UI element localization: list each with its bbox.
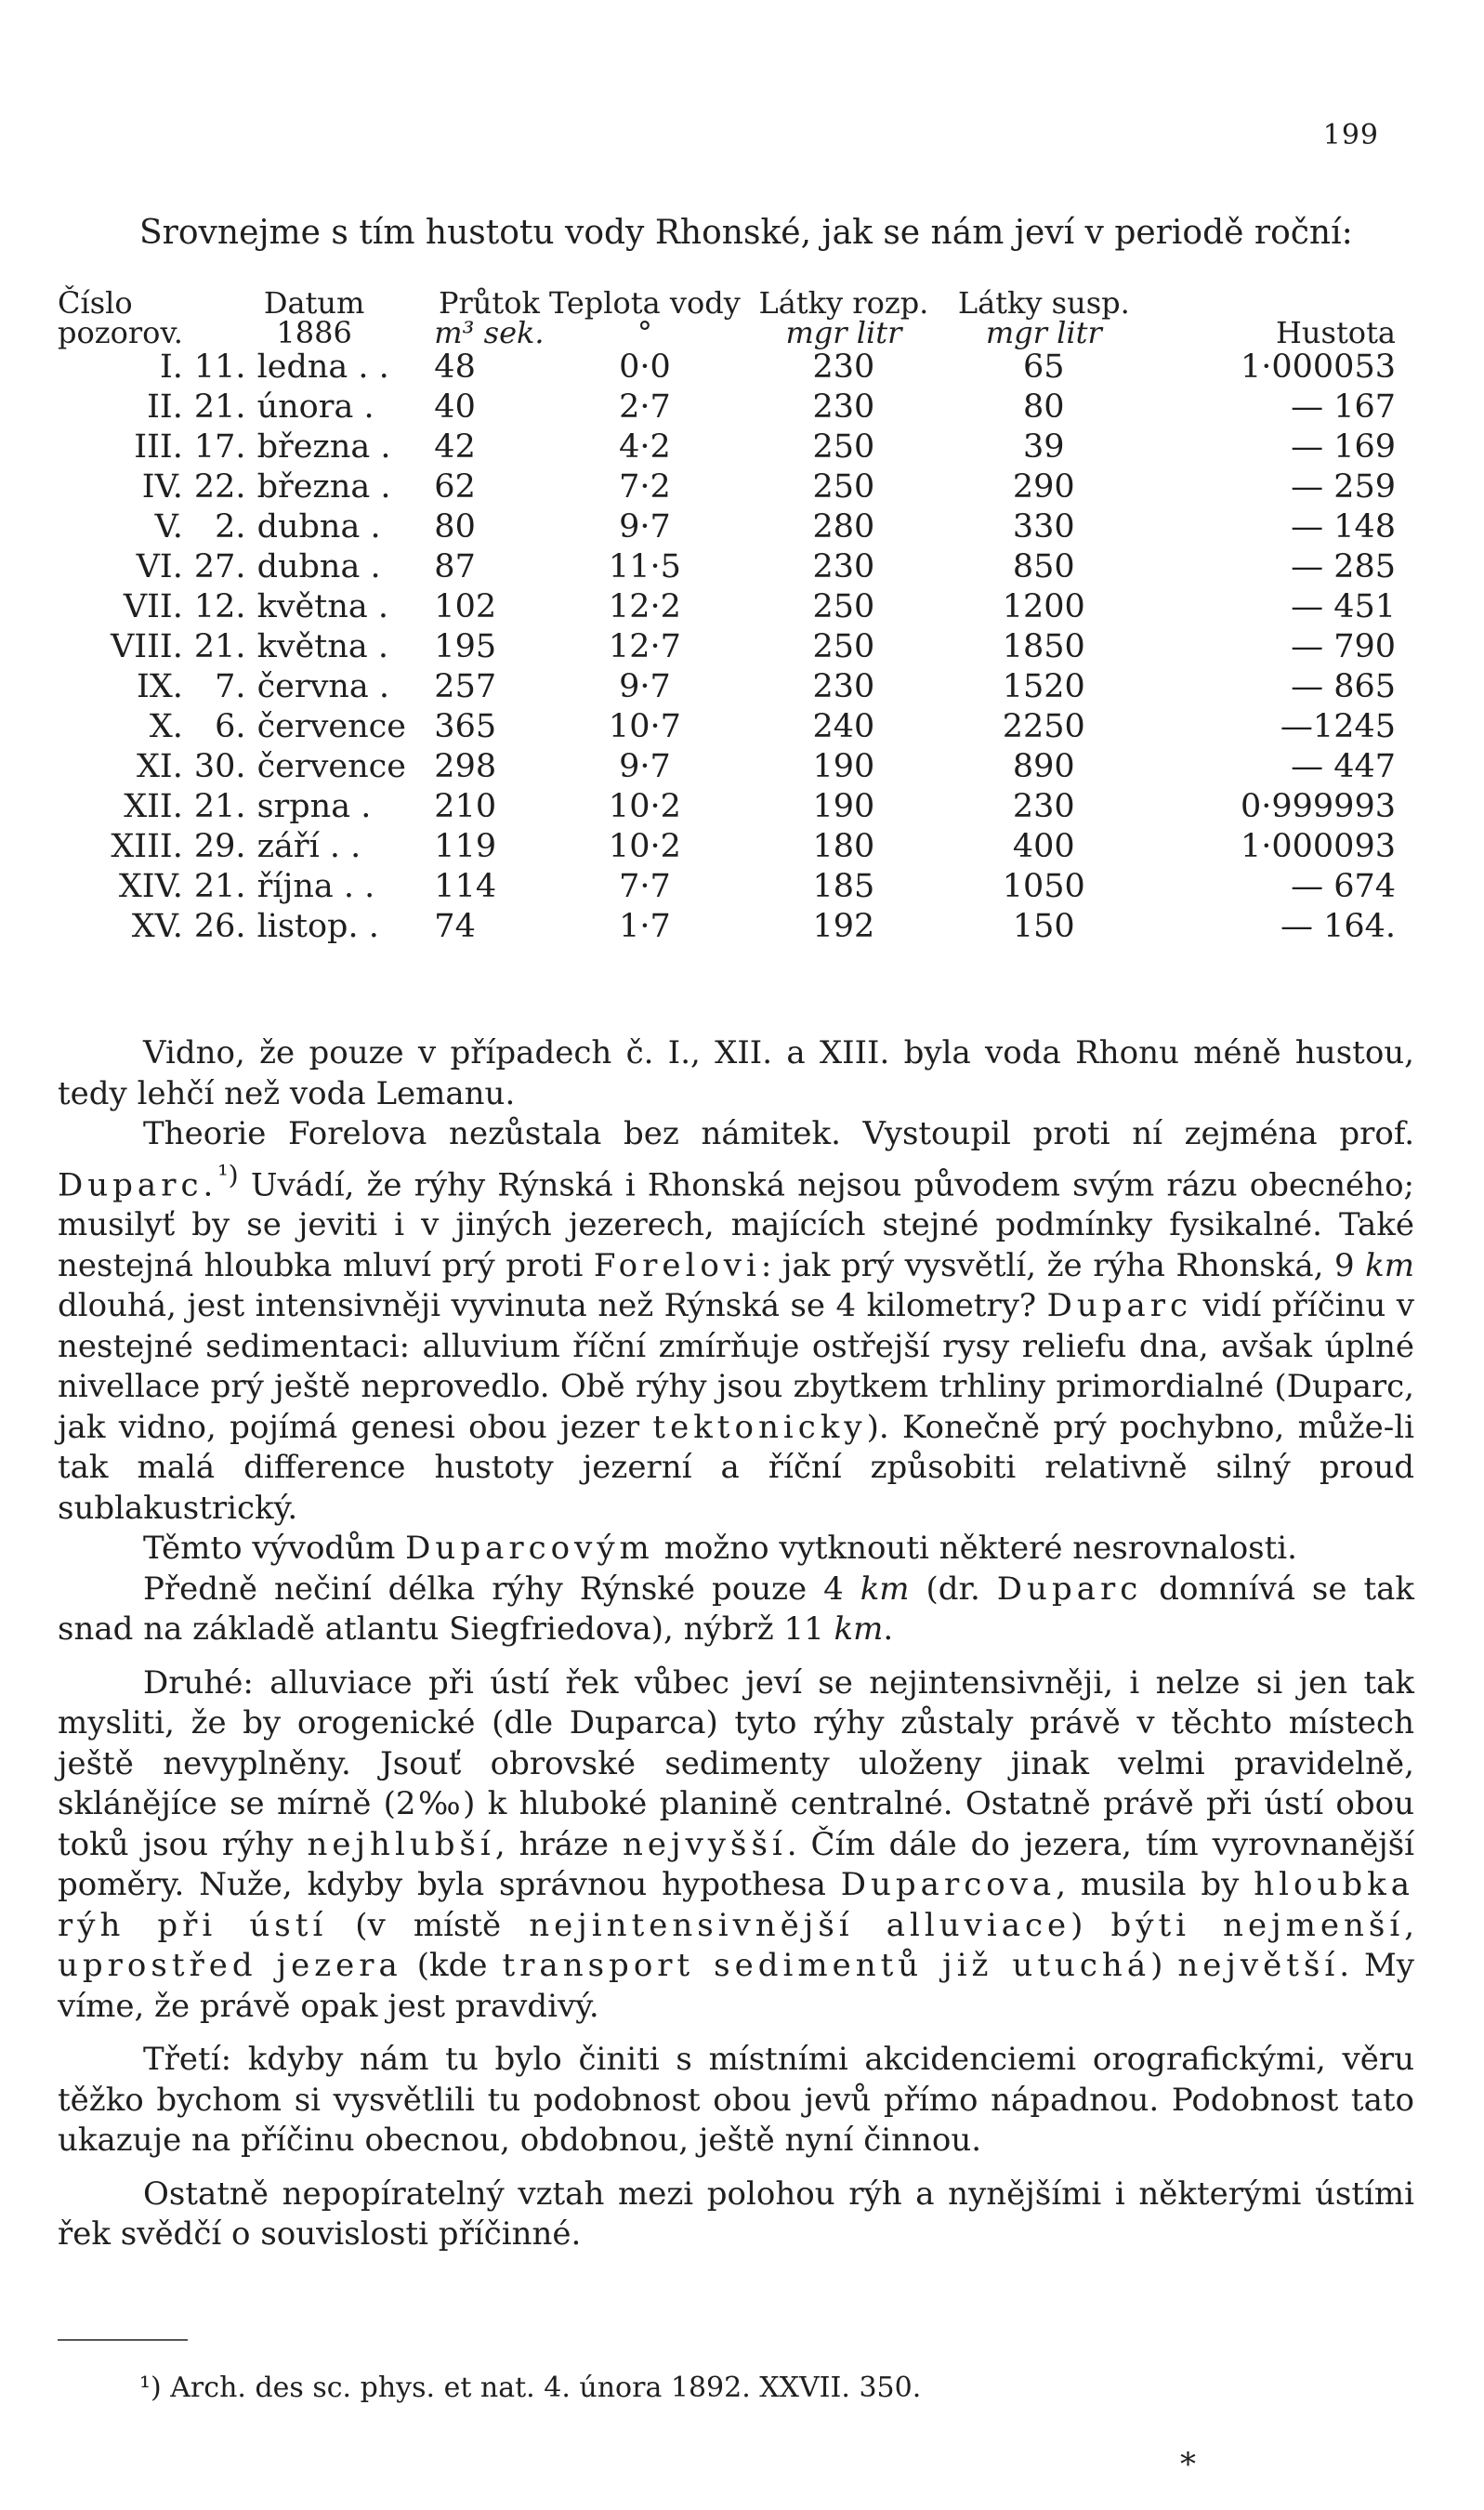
cell-temperature: 9·7 bbox=[619, 748, 671, 785]
cell-temperature: 10·2 bbox=[608, 828, 681, 865]
cell-discharge: 119 bbox=[434, 828, 497, 865]
table-header-row-top bbox=[58, 288, 1396, 318]
table-row bbox=[58, 467, 1396, 507]
cell-suspended: 850 bbox=[1012, 548, 1075, 585]
footnote: ¹) Arch. des sc. phys. et nat. 4. února 1892. XXVII. 350. bbox=[139, 2372, 922, 2404]
cell-density: 0·999993 bbox=[1240, 788, 1396, 825]
cell-density: — 790 bbox=[1291, 628, 1396, 665]
cell-density: — 167 bbox=[1291, 388, 1396, 426]
cell-dissolved: 250 bbox=[812, 468, 875, 506]
footnote-rule bbox=[58, 2339, 188, 2341]
cell-density: — 285 bbox=[1291, 548, 1396, 585]
cell-suspended: 1850 bbox=[1002, 628, 1085, 665]
paragraph-3: Těmto vývodům Duparcovým možno vytknouti některé nesrovnalosti. bbox=[143, 1530, 1297, 1568]
cell-density: — 164. bbox=[1280, 908, 1396, 945]
cell-density: — 259 bbox=[1291, 468, 1396, 506]
cell-row-number: III. bbox=[134, 428, 183, 466]
cell-discharge: 114 bbox=[434, 868, 497, 905]
table-body bbox=[58, 348, 1396, 947]
cell-suspended: 150 bbox=[1012, 908, 1075, 945]
cell-day: 17. bbox=[193, 428, 246, 466]
signature-mark: * bbox=[1180, 2446, 1196, 2483]
cell-discharge: 62 bbox=[434, 468, 476, 506]
cell-month: dubna . bbox=[256, 508, 381, 545]
table-header-row-bottom bbox=[58, 318, 1396, 348]
intro-sentence: Srovnejme s tím hustotu vody Rhonské, jak se nám jeví v periodě roční: bbox=[139, 214, 1353, 252]
header-degree: ° bbox=[637, 315, 652, 350]
paragraph-6: Třetí: kdyby nám tu bylo činiti s místními akcidenciemi orografickými, věru těžko bychom si vysvětlili tu podobnost obou jevů přímo nápadnou. Podobnost tato ukazuje na příčinu obecnou, obdobnou, ještě nyní činnou. bbox=[58, 2041, 1414, 2160]
header-1886: 1886 bbox=[276, 315, 352, 350]
cell-temperature: 11·5 bbox=[608, 548, 681, 585]
paragraph-5: Druhé: alluviace při ústí řek vůbec jeví se nejintensivněji, i nelze si jen tak mysliti, že by orogenické (dle Duparca) tyto rýhy zůstaly právě v těchto místech ještě nevyplněny. Jsouť obrovské sedimenty uloženy jinak velmi pravidelně, sklánějíce se mírně (2‰) k hluboké planině centralné. Ostatně právě při ústí obou toků jsou rýhy nejhlubší, hráze nejvyšší. Čím dále do jezera, tím vyrovnanější poměry. Nuže, kdyby byla správnou hypothesa Duparcova, musila by hloubka rýh při ústí (v místě nejintensivnější alluviace) býti nejmenší, uprostřed jezera (kde transport sedimentů již utuchá) největší. My víme, že právě opak jest pravdivý. bbox=[58, 1663, 1415, 2025]
cell-discharge: 102 bbox=[434, 588, 497, 625]
cell-temperature: 7·7 bbox=[619, 868, 671, 905]
cell-discharge: 48 bbox=[434, 348, 476, 386]
cell-density: — 169 bbox=[1291, 428, 1396, 466]
cell-dissolved: 190 bbox=[812, 788, 875, 825]
cell-day: 7. bbox=[215, 668, 246, 705]
cell-day: 27. bbox=[193, 548, 246, 585]
cell-day: 29. bbox=[193, 828, 246, 865]
cell-dissolved: 250 bbox=[812, 428, 875, 466]
name-forelovi: Forelovi bbox=[593, 1246, 761, 1284]
table-row bbox=[58, 507, 1396, 547]
table-row bbox=[58, 827, 1396, 867]
page-number: 199 bbox=[1322, 119, 1379, 151]
cell-row-number: IV. bbox=[141, 468, 183, 506]
cell-month: března . bbox=[256, 428, 391, 466]
table-row bbox=[58, 907, 1396, 947]
cell-temperature: 12·7 bbox=[608, 628, 681, 665]
cell-month: března . bbox=[256, 468, 391, 506]
cell-suspended: 39 bbox=[1023, 428, 1065, 466]
cell-discharge: 40 bbox=[434, 388, 476, 426]
cell-dissolved: 280 bbox=[812, 508, 875, 545]
cell-month: října . . bbox=[256, 868, 375, 905]
cell-month: května . bbox=[256, 588, 388, 625]
cell-suspended: 80 bbox=[1023, 388, 1065, 426]
cell-day: 21. bbox=[193, 788, 246, 825]
cell-density: — 865 bbox=[1291, 668, 1396, 705]
cell-dissolved: 180 bbox=[812, 828, 875, 865]
cell-day: 30. bbox=[193, 748, 246, 785]
cell-suspended: 890 bbox=[1012, 748, 1075, 785]
cell-row-number: X. bbox=[149, 708, 183, 745]
cell-row-number: VIII. bbox=[111, 628, 183, 665]
cell-density: — 674 bbox=[1291, 868, 1396, 905]
cell-discharge: 210 bbox=[434, 788, 497, 825]
name-duparc: Duparc. bbox=[58, 1165, 218, 1203]
header-datum: Datum bbox=[263, 285, 365, 321]
header-cislo: Číslo bbox=[58, 285, 133, 321]
paragraph-7: Ostatně nepopíratelný vztah mezi polohou rýh a nynějšími i některými ústími řek svědčí o souvislosti příčinné. bbox=[58, 2175, 1414, 2254]
table-row bbox=[58, 867, 1396, 907]
cell-suspended: 290 bbox=[1012, 468, 1075, 506]
cell-month: července bbox=[256, 748, 406, 785]
header-hustota: Hustota bbox=[1276, 315, 1396, 350]
table-row bbox=[58, 787, 1396, 827]
table-row bbox=[58, 587, 1396, 627]
cell-temperature: 2·7 bbox=[619, 388, 671, 426]
cell-temperature: 4·2 bbox=[619, 428, 671, 466]
cell-dissolved: 230 bbox=[812, 348, 875, 386]
cell-row-number: II. bbox=[147, 388, 183, 426]
density-table bbox=[58, 285, 1396, 947]
cell-dissolved: 190 bbox=[812, 748, 875, 785]
paragraph-2: Theorie Forelova nezůstala bez námitek. Vystoupil proti ní zejména prof. Duparc.$^{^1)}$ Uvádí, že rýhy Rýnská i Rhonská nejsou původem svým rázu obecného; musilyť by se jeviti i v jiných jezerech, majících stejné podmínky fysikalné. Také nestejná hloubka mluví prý proti Forelovi: jak prý vysvětlí, že rýha Rhonská, 9 km dlouhá, jest intensivněji vyvinuta než Rýnská se 4 kilometry? Duparc vidí příčinu v nestejné sedimentaci: alluvium říční zmírňuje ostřejší rysy reliefu dna, avšak úplné nivellace prý ještě neprovedlo. Obě rýhy jsou zbytkem trhliny primordialné (Duparc, jak vidno, pojímá genesi obou jezer tektonicky). Konečně prý pochybno, může-li tak malá difference hustoty jezerní a říční způsobiti relativně silný proud sublakustrický. bbox=[58, 1115, 1414, 1527]
cell-row-number: XIII. bbox=[111, 828, 183, 865]
cell-temperature: 10·2 bbox=[608, 788, 681, 825]
cell-day: 11. bbox=[193, 348, 246, 386]
paragraph-4: Předně nečiní délka rýhy Rýnské pouze 4 km (dr. Duparc domnívá se tak snad na základě atlantu Siegfriedova), nýbrž 11 km. bbox=[58, 1570, 1414, 1649]
cell-row-number: VII. bbox=[123, 588, 183, 625]
header-prutok: Průtok bbox=[438, 285, 540, 321]
cell-day: 21. bbox=[193, 388, 246, 426]
cell-day: 21. bbox=[193, 628, 246, 665]
cell-suspended: 2250 bbox=[1002, 708, 1085, 745]
header-pozorov: pozorov. bbox=[58, 315, 183, 350]
cell-temperature: 10·7 bbox=[608, 708, 681, 745]
header-mgr-litr-2: mgr litr bbox=[985, 315, 1102, 350]
table-row bbox=[58, 747, 1396, 787]
cell-temperature: 0·0 bbox=[619, 348, 671, 386]
cell-dissolved: 185 bbox=[812, 868, 875, 905]
cell-day: 21. bbox=[193, 868, 246, 905]
cell-month: května . bbox=[256, 628, 388, 665]
cell-temperature: 1·7 bbox=[619, 908, 671, 945]
cell-day: 2. bbox=[215, 508, 246, 545]
cell-month: června . bbox=[256, 668, 390, 705]
header-teplota: Teplota vody bbox=[549, 285, 741, 321]
cell-discharge: 365 bbox=[434, 708, 497, 745]
cell-density: 1·000053 bbox=[1240, 348, 1396, 386]
cell-dissolved: 230 bbox=[812, 668, 875, 705]
cell-suspended: 1050 bbox=[1002, 868, 1085, 905]
cell-discharge: 87 bbox=[434, 548, 476, 585]
paragraph-1: Vidno, že pouze v případech č. I., XII. a XIII. byla voda Rhonu méně hustou, tedy lehčí než voda Lemanu. bbox=[58, 1034, 1414, 1112]
cell-month: července bbox=[256, 708, 406, 745]
header-mgr-litr-1: mgr litr bbox=[785, 315, 902, 350]
body-text bbox=[58, 1020, 1414, 2255]
cell-row-number: XIV. bbox=[118, 868, 183, 905]
cell-suspended: 1520 bbox=[1002, 668, 1085, 705]
cell-density: — 148 bbox=[1291, 508, 1396, 545]
cell-suspended: 230 bbox=[1012, 788, 1075, 825]
cell-discharge: 80 bbox=[434, 508, 476, 545]
cell-month: srpna . bbox=[256, 788, 372, 825]
cell-row-number: VI. bbox=[136, 548, 183, 585]
cell-day: 22. bbox=[193, 468, 246, 506]
header-latky-rozp: Látky rozp. bbox=[758, 285, 929, 321]
table-row bbox=[58, 667, 1396, 707]
cell-dissolved: 250 bbox=[812, 588, 875, 625]
table-row bbox=[58, 427, 1396, 467]
cell-dissolved: 250 bbox=[812, 628, 875, 665]
cell-suspended: 400 bbox=[1012, 828, 1075, 865]
cell-day: 6. bbox=[215, 708, 246, 745]
table-row bbox=[58, 707, 1396, 747]
table-row bbox=[58, 627, 1396, 667]
cell-suspended: 65 bbox=[1023, 348, 1065, 386]
cell-discharge: 298 bbox=[434, 748, 497, 785]
cell-row-number: IX. bbox=[137, 668, 183, 705]
cell-dissolved: 240 bbox=[812, 708, 875, 745]
cell-row-number: XI. bbox=[137, 748, 183, 785]
cell-dissolved: 230 bbox=[812, 548, 875, 585]
cell-day: 12. bbox=[193, 588, 246, 625]
table-row bbox=[58, 388, 1396, 427]
cell-temperature: 12·2 bbox=[608, 588, 681, 625]
cell-temperature: 9·7 bbox=[619, 508, 671, 545]
cell-discharge: 257 bbox=[434, 668, 497, 705]
cell-month: listop. . bbox=[256, 908, 379, 945]
footnote-ref: ¹) bbox=[217, 1159, 239, 1190]
cell-density: — 451 bbox=[1291, 588, 1396, 625]
table-row bbox=[58, 348, 1396, 388]
cell-row-number: I. bbox=[159, 348, 183, 386]
cell-day: 26. bbox=[193, 908, 246, 945]
cell-dissolved: 230 bbox=[812, 388, 875, 426]
cell-discharge: 42 bbox=[434, 428, 476, 466]
table-row bbox=[58, 547, 1396, 587]
cell-month: února . bbox=[256, 388, 374, 426]
cell-density: —1245 bbox=[1280, 708, 1396, 745]
cell-month: ledna . . bbox=[256, 348, 389, 386]
cell-row-number: XV. bbox=[131, 908, 183, 945]
cell-density: 1·000093 bbox=[1240, 828, 1396, 865]
cell-suspended: 1200 bbox=[1002, 588, 1085, 625]
cell-row-number: V. bbox=[154, 508, 183, 545]
cell-month: září . . bbox=[256, 828, 361, 865]
cell-temperature: 9·7 bbox=[619, 668, 671, 705]
cell-discharge: 74 bbox=[434, 908, 476, 945]
cell-row-number: XII. bbox=[124, 788, 183, 825]
header-latky-susp: Látky susp. bbox=[957, 285, 1130, 321]
cell-temperature: 7·2 bbox=[619, 468, 671, 506]
header-m3-sek: m³ sek. bbox=[434, 315, 545, 350]
cell-discharge: 195 bbox=[434, 628, 497, 665]
cell-density: — 447 bbox=[1291, 748, 1396, 785]
cell-suspended: 330 bbox=[1012, 508, 1075, 545]
cell-dissolved: 192 bbox=[812, 908, 875, 945]
cell-month: dubna . bbox=[256, 548, 381, 585]
